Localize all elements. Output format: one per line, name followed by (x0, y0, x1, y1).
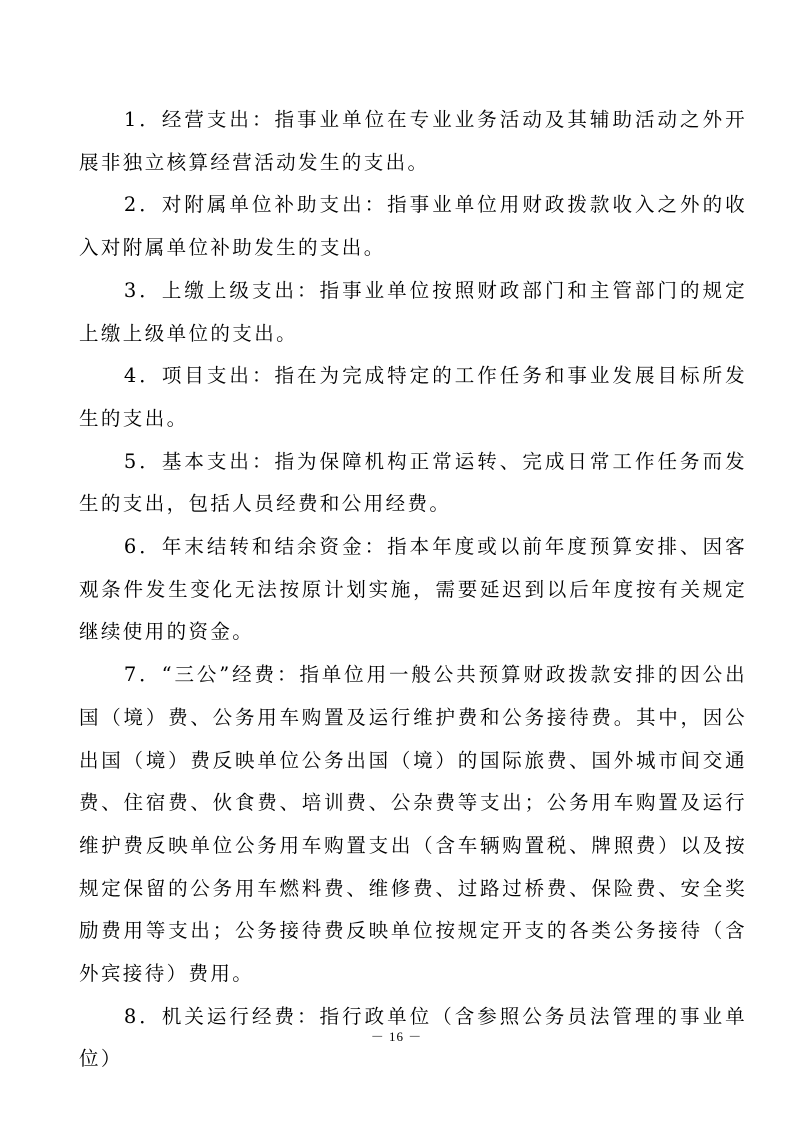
paragraph-project-expenditure: 4．项目支出：指在为完成特定的工作任务和事业发展目标所发生的支出。 (79, 364, 747, 430)
paragraph-three-public-expenses: 7．“三公”经费：指单位用一般公共预算财政拨款安排的因公出国（境）费、公务用车购置及运行维护费和公务接待费。其中，因公出国（境）费反映单位公务出国（境）的国际旅费、国外城市间交通费、住宿费、伙食费、培训费、公杂费等支出；公务用车购置及运行维护费反映单位公务用车购置支出（含车辆购置税、牌照费）以及按规定保留的公务用车燃料费、维修费、过路过桥费、保险费、安全奖励费用等支出；公务接待费反映单位按规定开支的各类公务接待（含外宾接待）费用。 (79, 663, 747, 986)
paragraph-basic-expenditure: 5．基本支出：指为保障机构正常运转、完成日常工作任务而发生的支出，包括人员经费和公用经费。 (79, 449, 747, 516)
paragraph-subsidiary-subsidy: 2．对附属单位补助支出：指事业单位用财政拨款收入之外的收入对附属单位补助发生的支出。 (79, 193, 747, 260)
paragraph-carryover-funds: 6．年末结转和结余资金：指本年度或以前年度预算安排、因客观条件发生变化无法按原计划实施，需要延迟到以后年度按有关规定继续使用的资金。 (79, 535, 747, 644)
paragraph-agency-operating-funds: 8．机关运行经费：指行政单位（含参照公务员法管理的事业单位） (79, 1004, 747, 1071)
paragraph-remittance-to-superior: 3．上缴上级支出：指事业单位按照财政部门和主管部门的规定上缴上级单位的支出。 (79, 278, 747, 345)
paragraph-operating-expenditure: 1．经营支出：指事业单位在专业业务活动及其辅助活动之外开展非独立核算经营活动发生的支出。 (79, 108, 747, 174)
page-number: － 16 － (370, 1029, 423, 1044)
body-text (79, 99, 747, 1081)
